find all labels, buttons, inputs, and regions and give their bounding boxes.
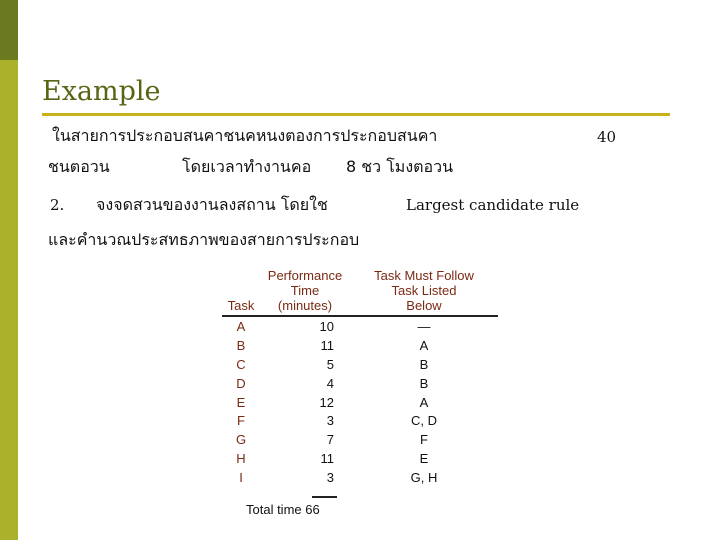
title-divider bbox=[42, 113, 670, 116]
task-cell: B bbox=[236, 337, 246, 353]
header-follows bbox=[350, 268, 498, 316]
task-table bbox=[222, 268, 498, 487]
table-row bbox=[222, 316, 498, 336]
follows-cell: G, H bbox=[410, 470, 438, 486]
header-follows-line-2: Task Listed bbox=[391, 283, 457, 298]
problem-line-4: และคำนวณประสทธภาพของสายการประกอบ bbox=[48, 230, 360, 249]
task-cell: D bbox=[236, 375, 246, 391]
follows-cell: B bbox=[419, 375, 429, 391]
table-row bbox=[222, 374, 498, 393]
time-cell: 12 bbox=[319, 394, 334, 410]
table-row bbox=[222, 468, 498, 487]
problem-line-2c: 8 ชว โมงตอวน bbox=[346, 157, 454, 176]
time-cell: 3 bbox=[326, 470, 334, 486]
header-time-line-2: Time bbox=[290, 283, 320, 298]
time-cell: 5 bbox=[326, 356, 334, 372]
time-cell: 3 bbox=[326, 413, 334, 429]
header-follows-line-3: Below bbox=[406, 298, 442, 313]
header-time-line-3: (minutes) bbox=[277, 298, 333, 313]
problem-line-1: ในสายการประกอบสนคาชนคหนงตองการประกอบสนคา bbox=[52, 126, 438, 145]
follows-cell: B bbox=[419, 356, 429, 372]
problem-line-2a: ชนตอวน bbox=[48, 157, 110, 176]
task-cell: F bbox=[237, 413, 245, 429]
header-time-line-1: Performance bbox=[267, 268, 343, 283]
page-number: 40 bbox=[597, 128, 617, 146]
accent-bar-top bbox=[0, 0, 18, 60]
task-cell: H bbox=[236, 451, 246, 467]
follows-cell: C, D bbox=[411, 413, 437, 429]
table-row bbox=[222, 411, 498, 430]
time-cell: 10 bbox=[319, 318, 334, 334]
task-cell: G bbox=[235, 432, 247, 448]
table-row bbox=[222, 449, 498, 468]
follows-cell: — bbox=[417, 318, 431, 334]
total-label: Total time bbox=[246, 502, 302, 517]
time-cell: 4 bbox=[326, 375, 334, 391]
task-cell: I bbox=[239, 470, 243, 486]
item-number: 2. bbox=[50, 196, 65, 214]
problem-line-3a: จงจดสวนของงานลงสถาน โดยใช bbox=[96, 195, 328, 214]
accent-bar-side bbox=[0, 60, 18, 540]
header-follows-line-1: Task Must Follow bbox=[374, 268, 474, 283]
total-underline bbox=[312, 496, 337, 498]
header-task: Task bbox=[222, 268, 260, 316]
task-cell: C bbox=[236, 356, 246, 372]
follows-cell: E bbox=[419, 451, 429, 467]
task-cell: A bbox=[236, 318, 246, 334]
table-row bbox=[222, 393, 498, 412]
task-cell: E bbox=[236, 394, 246, 410]
time-cell: 11 bbox=[320, 337, 334, 353]
table-row bbox=[222, 355, 498, 374]
header-time bbox=[260, 268, 350, 316]
total-time bbox=[246, 502, 320, 517]
follows-cell: A bbox=[419, 337, 429, 353]
time-cell: 7 bbox=[326, 432, 334, 448]
follows-cell: A bbox=[419, 394, 429, 410]
table-row bbox=[222, 336, 498, 355]
table-header-row bbox=[222, 268, 498, 316]
table-row bbox=[222, 430, 498, 449]
follows-cell: F bbox=[420, 432, 428, 448]
problem-line-2b: โดยเวลาทำงานคอ bbox=[182, 157, 312, 176]
time-cell: 11 bbox=[320, 451, 334, 467]
rule-name: Largest candidate rule bbox=[406, 196, 580, 214]
total-value: 66 bbox=[305, 502, 320, 517]
slide-title: Example bbox=[42, 76, 161, 107]
